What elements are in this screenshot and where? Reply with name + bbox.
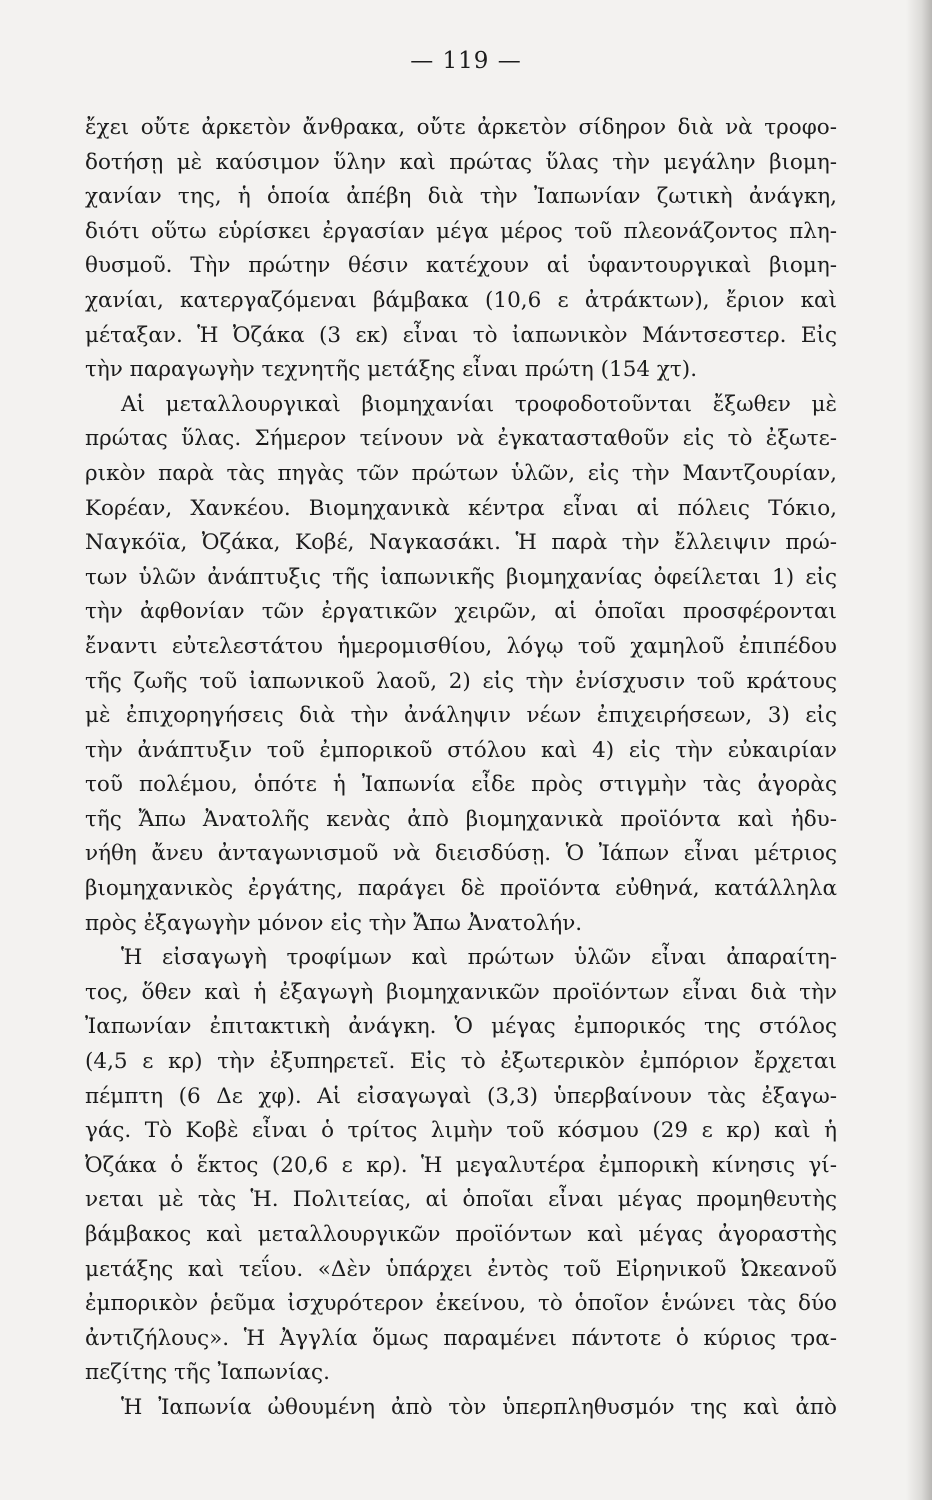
text-line: βάμβακος καὶ μεταλλουργικῶν προϊόντων καὶ μέγας ἀγοραστὴς xyxy=(85,1222,837,1247)
text-line: (4,5 ε κρ) τὴν ἐξυπηρετεῖ. Εἰς τὸ ἐξωτερικὸν ἐμπόριον ἔρχεται xyxy=(85,1049,837,1075)
text-line: μέταξαν. Ἡ Ὀζάκα (3 εκ) εἶναι τὸ ἰαπωνικὸν Μάντσεστερ. Εἰς xyxy=(85,322,837,348)
text-line: τος, ὅθεν καὶ ἡ ἐξαγωγὴ βιομηχανικῶν προϊόντων εἶναι διὰ τὴν xyxy=(85,979,837,1005)
text-line: νεται μὲ τὰς Ἡ. Πολιτείας, αἱ ὁποῖαι εἶναι μέγας προμηθευτὴς xyxy=(85,1187,837,1213)
text-line: των ὑλῶν ἀνάπτυξις τῆς ἰαπωνικῆς βιομηχανίας ὀφείλεται 1) εἰς xyxy=(85,564,837,590)
text-line: ρικὸν παρὰ τὰς πηγὰς τῶν πρώτων ὑλῶν, εἰς τὴν Μαντζουρίαν, xyxy=(85,460,837,486)
text-line: τὴν ἀνάπτυξιν τοῦ ἐμπορικοῦ στόλου καὶ 4) εἰς τὴν εὐκαιρίαν xyxy=(85,737,837,763)
text-line: τῆς ζωῆς τοῦ ἰαπωνικοῦ λαοῦ, 2) εἰς τὴν ἐνίσχυσιν τοῦ κράτους xyxy=(85,668,837,694)
text-line: Κορέαν, Χανκέου. Βιομηχανικὰ κέντρα εἶναι αἱ πόλεις Τόκιο, xyxy=(85,495,837,521)
text-line: χανίαν της, ἡ ὁποία ἀπέβη διὰ τὴν Ἰαπωνίαν ζωτικὴ ἀνάγκη, xyxy=(85,184,837,210)
text-line: Ναγκόϊα, Ὀζάκα, Κοβέ, Ναγκασάκι. Ἡ παρὰ τὴν ἔλλειψιν πρώ- xyxy=(85,530,837,556)
text-line: δοτήσῃ μὲ καύσιμον ὕλην καὶ πρώτας ὕλας τὴν μεγάλην βιομη- xyxy=(85,149,837,175)
text-line: τῆς Ἄπω Ἀνατολῆς κενὰς ἀπὸ βιομηχανικὰ προϊόντα καὶ ἠδυ- xyxy=(85,806,837,832)
text-line: θυσμοῦ. Τὴν πρώτην θέσιν κατέχουν αἱ ὑφαντουργικαὶ βιομη- xyxy=(85,253,837,279)
text-line: ἔναντι εὐτελεστάτου ἡμερομισθίου, λόγῳ τοῦ χαμηλοῦ ἐπιπέδου xyxy=(85,633,837,659)
text-line: Αἱ μεταλλουργικαὶ βιομηχανίαι τροφοδοτοῦνται ἔξωθεν μὲ xyxy=(121,391,837,417)
text-line: χανίαι, κατεργαζόμεναι βάμβακα (10,6 ε ἀτράκτων), ἔριον καὶ xyxy=(85,287,837,313)
text-line: πρώτας ὕλας. Σήμερον τείνουν νὰ ἐγκατασταθοῦν εἰς τὸ ἐξωτε- xyxy=(85,426,837,452)
text-line: τὴν ἀφθονίαν τῶν ἐργατικῶν χειρῶν, αἱ ὁποῖαι προσφέρονται xyxy=(85,599,837,625)
text-line: ἀντιζήλους». Ἡ Ἀγγλία ὅμως παραμένει πάντοτε ὁ κύριος τρα- xyxy=(85,1325,837,1351)
text-line: πρὸς ἐξαγωγὴν μόνον εἰς τὴν Ἄπω Ἀνατολήν. xyxy=(85,910,583,936)
text-line: πεζίτης τῆς Ἰαπωνίας. xyxy=(85,1360,330,1386)
text-line: ἐμπορικὸν ῥεῦμα ἰσχυρότερον ἐκείνου, τὸ ὁποῖον ἑνώνει τὰς δύο xyxy=(85,1291,837,1317)
text-line: γάς. Τὸ Κοβὲ εἶναι ὁ τρίτος λιμὴν τοῦ κόσμου (29 ε κρ) καὶ ἡ xyxy=(85,1118,837,1144)
text-line: Ἰαπωνίαν ἐπιτακτικὴ ἀνάγκη. Ὁ μέγας ἐμπορικός της στόλος xyxy=(85,1014,837,1040)
text-line: τὴν παραγωγὴν τεχνητῆς μετάξης εἶναι πρώτη (154 χτ). xyxy=(85,357,698,383)
page-edge-shadow xyxy=(906,0,932,1500)
text-line: ἔχει οὔτε ἀρκετὸν ἄνθρακα, οὔτε ἀρκετὸν σίδηρον διὰ νὰ τροφο- xyxy=(85,115,837,140)
text-line: τοῦ πολέμου, ὁπότε ἡ Ἰαπωνία εἶδε πρὸς στιγμὴν τὰς ἀγορὰς xyxy=(85,772,837,798)
text-line: Ἡ Ἰαπωνία ὠθουμένη ἀπὸ τὸν ὑπερπληθυσμόν της καὶ ἀπὸ xyxy=(121,1394,837,1420)
text-line: διότι οὕτω εὑρίσκει ἐργασίαν μέγα μέρος τοῦ πλεονάζοντος πλη- xyxy=(85,218,837,244)
page-number: — 119 — xyxy=(410,48,522,74)
text-line: Ἡ εἰσαγωγὴ τροφίμων καὶ πρώτων ὑλῶν εἶναι ἀπαραίτη- xyxy=(121,945,837,971)
text-line: Ὀζάκα ὁ ἕκτος (20,6 ε κρ). Ἡ μεγαλυτέρα ἐμπορικὴ κίνησις γί- xyxy=(85,1152,837,1178)
text-line: μὲ ἐπιχορηγήσεις διὰ τὴν ἀνάληψιν νέων ἐπιχειρήσεων, 3) εἰς xyxy=(85,703,837,729)
text-line: νήθη ἄνευ ἀνταγωνισμοῦ νὰ διεισδύσῃ. Ὁ Ἰάπων εἶναι μέτριος xyxy=(85,841,837,867)
text-line: πέμπτη (6 Δε χφ). Αἱ εἰσαγωγαὶ (3,3) ὑπερβαίνουν τὰς ἐξαγω- xyxy=(85,1083,837,1109)
body-text xyxy=(85,111,837,1426)
text-line: μετάξης καὶ τεΐου. «Δὲν ὑπάρχει ἐντὸς τοῦ Εἰρηνικοῦ Ὠκεανοῦ xyxy=(85,1256,837,1282)
text-line: βιομηχανικὸς ἐργάτης, παράγει δὲ προϊόντα εὐθηνά, κατάλληλα xyxy=(85,876,837,902)
